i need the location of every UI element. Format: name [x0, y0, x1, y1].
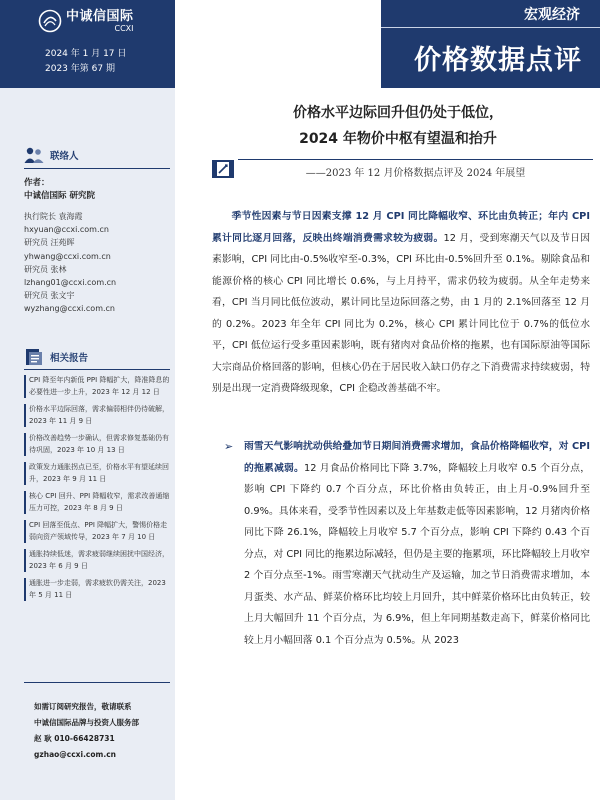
body-paragraph-1	[212, 206, 590, 400]
author-org: 中诚信国际 研究院	[24, 191, 95, 201]
author-email[interactable]: hxyuan@ccxi.com.cn	[24, 225, 109, 235]
author-role: 研究员 张林	[24, 264, 67, 274]
report-category: 宏观经济	[524, 7, 580, 23]
people-icon	[24, 146, 44, 164]
service-department: 中诚信国际品牌与投资人服务部	[34, 718, 139, 727]
author-email[interactable]: yhwang@ccxi.com.cn	[24, 251, 111, 261]
sidebar	[0, 88, 175, 800]
related-report-item[interactable]: 通胀持续低迷，需求疲弱继续困扰中国经济，2023 年 6 月 9 日	[24, 549, 172, 572]
related-section-header	[24, 348, 88, 366]
author-header	[24, 177, 95, 203]
title-divider	[238, 159, 593, 160]
contact-section-header	[24, 146, 79, 164]
contact-email[interactable]: gzhao@ccxi.com.cn	[34, 750, 116, 759]
contact-label: 联络人	[50, 151, 79, 162]
header-brand-block	[0, 0, 175, 88]
document-icon	[212, 160, 234, 178]
header-divider	[381, 27, 600, 28]
author-role: 研究员 张文宇	[24, 291, 75, 301]
related-report-item[interactable]: CPI 降至年内新低 PPI 降幅扩大，降准降息的必要性进一步上升，2023 年 12 月 12 日	[24, 375, 172, 398]
author-role: 执行院长 袁海霞	[24, 212, 83, 221]
related-report-item[interactable]: 价格水平边际回落，需求偏弱相伴仍待破解，2023 年 11 月 9 日	[24, 404, 172, 427]
bullet-key-point: 雨雪天气影响扰动供给叠加节日期间消费需求增加，食品价格降幅收窄，对 CPI 的拖累减弱。	[244, 441, 590, 474]
related-report-item[interactable]: 价格改善趋势一步确认，但需求修复基础仍有待巩固，2023 年 10 月 13 日	[24, 433, 172, 456]
author-list	[24, 210, 116, 316]
report-title-line2: 2024 年物价中枢有望温和抬升	[299, 131, 497, 147]
header-category-block	[381, 0, 600, 88]
key-finding: 季节性因素与节日因素支撑 12 月 CPI 同比降幅收窄、环比由负转正；年内 CPI 累计同比逐月回落，反映出终端消费需求较为疲弱。	[212, 211, 590, 244]
logo-english-name: CCXI	[114, 23, 134, 33]
contact-phone: 赵 耿 010-66428731	[34, 734, 115, 743]
logo-chinese-name: 中诚信国际	[66, 8, 134, 24]
report-list-icon	[24, 348, 44, 366]
related-report-item[interactable]: 通胀进一步走弱，需求疲软仍需关注，2023 年 5 月 11 日	[24, 578, 172, 601]
bullet-text: 12 月食品价格同比下降 3.7%，降幅较上月收窄 0.5 个百分点，影响 CPI 下降约 0.7 个百分点，环比价格由负转正，由上月-0.9%回升至 0.9%。具体来看，受季节性因素以及上年基数走低等因素影响，12 月猪肉价格同比下降 26.1%，降幅较上月收窄 5.7 个百分点，影响 CPI 下降约 0.43 个百分点，对 CPI 同比的拖累边际减轻，但仍是主要的拖累项，环比降幅较上月收窄 2 个百分点至-1%。雨雪寒潮天气扰动生产及运输，加之节日消费需求增加，本月蛋类、水产品、鲜菜价格环比均较上月回升，其中鲜菜价格环比由负转正，较上月大幅回升 11 个百分点，为 6.9%，但上年同期基数走高下，鲜菜价格同比较上月小幅回落 0.1 个百分点为 0.5%。从 2023	[244, 462, 590, 646]
company-logo	[38, 6, 143, 36]
bullet-arrow-icon: ➢	[224, 440, 234, 453]
contact-divider	[24, 168, 170, 169]
subscription-prompt: 如需订阅研究报告，敬请联系	[34, 702, 132, 711]
author-role: 研究员 汪苑晖	[24, 238, 75, 248]
footer-divider	[24, 682, 170, 683]
related-divider	[24, 369, 170, 370]
related-report-item[interactable]: 政策发力通胀拐点已至，价格水平有望延续回升，2023 年 9 月 11 日	[24, 462, 172, 485]
paragraph-text: 12 月，受到寒潮天气以及节日因素影响，CPI 同比由-0.5%收窄至-0.3%，CPI 环比由-0.5%回升至 0.1%。剔除食品和能源价格的核心 CPI 同比增长 0.6%，与上月持平，需求仍较为疲弱。从全年走势来看，CPI 当月同比低位波动，累计同比呈边际回落之势，由 1 月的 2.1%回落至 12 月的 0.2%。2023 年全年 CPI 同比为 0.2%，核心 CPI 累计同比位于 0.7%的低位水平，CPI 低位运行受多重因素影响，既有猪肉对食品价格的拖累，也有国际原油等国际大宗商品价格回落的影响，但核心仍在于居民收入缺口仍存之下消费需求持续疲弱，特别是出现一定消费降级现象，CPI 企稳改善基础不牢。	[212, 232, 590, 394]
report-title-line1: 价格水平边际回升但仍处于低位，	[293, 105, 503, 121]
report-issue: 2023 年第 67 期	[45, 64, 115, 74]
related-label: 相关报告	[50, 353, 89, 364]
report-subtitle: ——2023 年 12 月价格数据点评及 2024 年展望	[305, 168, 526, 179]
report-date: 2024 年 1 月 17 日	[45, 49, 127, 59]
author-email[interactable]: wyzhang@ccxi.com.cn	[24, 304, 115, 314]
report-type-title: 价格数据点评	[414, 45, 582, 76]
logo-emblem-icon	[38, 9, 62, 33]
subscription-contact	[34, 699, 139, 763]
author-label: 作者：	[24, 178, 50, 188]
related-report-list	[24, 375, 172, 607]
author-email[interactable]: lzhang01@ccxi.com.cn	[24, 277, 117, 287]
related-report-item[interactable]: CPI 回落至低点、PPI 降幅扩大，警惕价格走弱向资产领域传导，2023 年 7 月 10 日	[24, 520, 172, 543]
related-report-item[interactable]: 核心 CPI 回升、PPI 降幅收窄，需求改善通缩压力可控，2023 年 8 月 9 日	[24, 491, 172, 514]
